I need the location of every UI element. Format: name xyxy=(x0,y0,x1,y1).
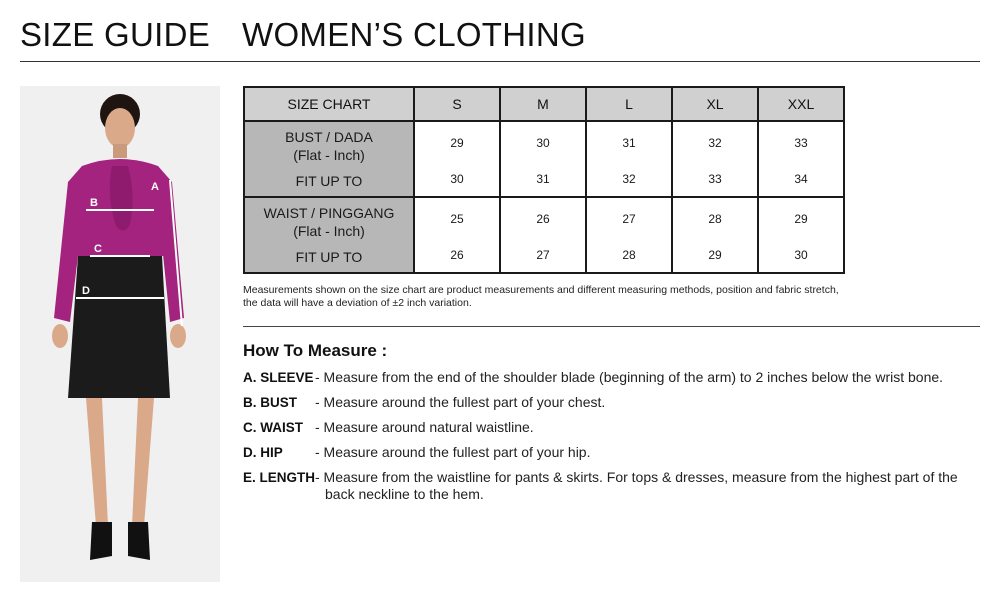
waist-fit-xl: 29 xyxy=(708,248,722,262)
table-cell xyxy=(586,197,672,273)
row-label-bust-unit: (Flat - Inch) xyxy=(293,147,365,163)
table-cell xyxy=(758,197,844,273)
bust-value-xl: 32 xyxy=(708,136,722,150)
table-row-bust xyxy=(244,121,844,197)
size-header-l: L xyxy=(586,87,672,121)
waist-fit-m: 27 xyxy=(536,248,550,262)
hand-right xyxy=(170,324,186,348)
measurement-note: Measurements shown on the size chart are product measurements and different measuring methods, position and fabric stretch, the data will have a deviation of ±2 inch variation. xyxy=(243,284,839,309)
size-chart-table xyxy=(243,86,845,274)
row-label-waist-title: WAIST / PINGGANG xyxy=(263,205,395,221)
waist-fit-xxl: 30 xyxy=(794,248,808,262)
waist-fit-s: 26 xyxy=(450,248,464,262)
measure-desc-waist: - Measure around natural waistline. xyxy=(315,419,534,435)
row-label-bust-title: BUST / DADA xyxy=(285,129,373,145)
waist-value-s: 25 xyxy=(450,212,464,226)
header-divider xyxy=(20,61,980,62)
measure-term-hip: D. HIP xyxy=(243,445,283,460)
waist-value-l: 27 xyxy=(622,212,636,226)
bust-fit-xxl: 34 xyxy=(794,172,808,186)
size-header-s: S xyxy=(414,87,500,121)
bust-value-s: 29 xyxy=(450,136,464,150)
label-b: B xyxy=(90,197,98,209)
waist-value-xxl: 29 xyxy=(794,212,808,226)
table-cell xyxy=(500,197,586,273)
table-cell xyxy=(414,121,500,197)
bust-value-l: 31 xyxy=(622,136,636,150)
model-photo xyxy=(20,86,220,582)
bust-value-xxl: 33 xyxy=(794,136,808,150)
neck-shape xyxy=(113,144,127,158)
label-a: A xyxy=(151,181,159,193)
measure-desc-length: - Measure from the waistline for pants & skirts. For tops & dresses, measure from the highest part of the back neckline to the hem. xyxy=(315,469,958,502)
bust-value-m: 30 xyxy=(536,136,550,150)
category-title: WOMEN’S CLOTHING xyxy=(242,16,586,53)
size-chart-header-label: SIZE CHART xyxy=(244,87,414,121)
leg-left xyxy=(86,398,108,526)
row-label-waist-unit: (Flat - Inch) xyxy=(293,223,365,239)
model-illustration xyxy=(20,86,220,582)
size-header-xxl: XXL xyxy=(758,87,844,121)
table-cell xyxy=(414,197,500,273)
waist-value-xl: 28 xyxy=(708,212,722,226)
list-item xyxy=(243,369,983,386)
bust-fit-l: 32 xyxy=(622,172,636,186)
label-c: C xyxy=(94,243,102,255)
measure-term-length: E. LENGTH xyxy=(243,470,316,485)
table-cell xyxy=(672,197,758,273)
bust-fit-s: 30 xyxy=(450,172,464,186)
waist-value-m: 26 xyxy=(536,212,550,226)
row-label-waist xyxy=(244,197,414,273)
table-cell xyxy=(500,121,586,197)
table-cell xyxy=(586,121,672,197)
measure-desc-bust: - Measure around the fullest part of your chest. xyxy=(315,394,606,410)
how-to-measure-heading: How To Measure : xyxy=(243,341,388,360)
hand-left xyxy=(52,324,68,348)
leg-right xyxy=(132,398,154,526)
how-to-measure-list xyxy=(243,369,983,511)
row-label-waist-fit: FIT UP TO xyxy=(295,249,363,265)
measure-term-sleeve: A. SLEEVE xyxy=(243,370,314,385)
face-shape xyxy=(105,108,135,148)
bust-fit-m: 31 xyxy=(536,172,550,186)
bust-fit-xl: 33 xyxy=(708,172,722,186)
measure-term-waist: C. WAIST xyxy=(243,420,303,435)
measure-desc-hip: - Measure around the fullest part of your hip. xyxy=(315,444,591,460)
row-label-bust-fit: FIT UP TO xyxy=(295,173,363,189)
size-header-m: M xyxy=(500,87,586,121)
skirt-shape xyxy=(68,256,170,398)
list-item xyxy=(243,394,983,411)
section-divider xyxy=(243,326,980,327)
size-chart-header-row xyxy=(244,87,844,121)
list-item xyxy=(243,469,983,503)
shoe-right xyxy=(128,522,150,560)
row-label-bust xyxy=(244,121,414,197)
label-d: D xyxy=(82,285,90,297)
table-cell xyxy=(672,121,758,197)
page-header xyxy=(20,16,980,56)
waist-fit-l: 28 xyxy=(622,248,636,262)
page-title: SIZE GUIDE xyxy=(20,16,211,53)
table-cell xyxy=(758,121,844,197)
measure-desc-sleeve: - Measure from the end of the shoulder blade (beginning of the arm) to 2 inches below the wrist bone. xyxy=(315,369,944,385)
size-header-xl: XL xyxy=(672,87,758,121)
measure-term-bust: B. BUST xyxy=(243,395,297,410)
table-row-waist xyxy=(244,197,844,273)
list-item xyxy=(243,419,983,436)
shoe-left xyxy=(90,522,112,560)
list-item xyxy=(243,444,983,461)
